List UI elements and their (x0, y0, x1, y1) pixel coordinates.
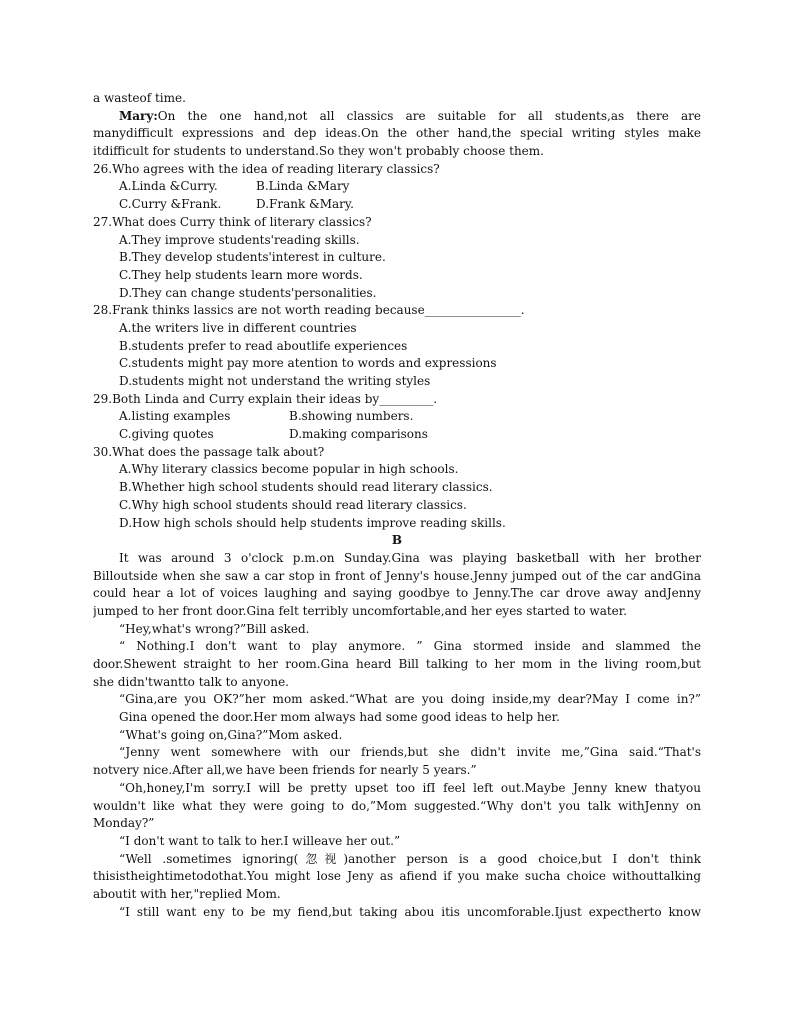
passage-line: wouldn't like what they were going to do,”Mom suggested.“Why don't you talk withJenny on (93, 798, 701, 813)
passage-line: “Gina,are you OK?”her mom asked.“What are you doing inside,my dear?May I come in?” (119, 692, 701, 707)
question-26-options-ab (93, 178, 701, 196)
option-b: B.Linda &Mary (256, 179, 350, 194)
option-a: A.listing examples (119, 409, 231, 424)
question-29-options-cd (93, 426, 701, 444)
question-28-stem: 28.Frank thinks lassics are not worth reading because________________. (93, 303, 525, 318)
option-b: B.They develop students'interest in culture. (119, 250, 386, 265)
option-a: A.the writers live in different countries (119, 320, 357, 335)
passage-line: she didn'twantto talk to anyone. (93, 674, 289, 689)
passage-line: thisistheightimetodothat.You might lose Jeny as afiend if you make sucha choice withouttalking (93, 869, 701, 884)
option-c: C.giving quotes (119, 427, 214, 442)
passage-line: jumped to her front door.Gina felt terribly uncomfortable,and her eyes started to water. (93, 603, 628, 618)
passage-line: “I still want eny to be my fiend,but taking abou itis uncomforable.Ijust expectherto know (119, 904, 701, 919)
option-c: C.students might pay more atention to words and expressions (119, 356, 497, 371)
passage-line: a wasteof time. (93, 91, 186, 105)
passage-line: Monday?” (93, 816, 155, 831)
option-a: A.Linda &Curry. (119, 179, 218, 194)
passage-line: notvery nice.After all,we have been friends for nearly 5 years.” (93, 763, 477, 778)
passage-line: Billoutside when she saw a car stop in front of Jenny's house.Jenny jumped out of the car andGina (93, 568, 701, 583)
option-a: A.They improve students'reading skills. (119, 232, 360, 247)
option-c: C.Curry &Frank. (119, 197, 222, 212)
option-d: D.making comparisons (289, 427, 428, 442)
passage-line: “Jenny went somewhere with our friends,but she didn't invite me,”Gina said.“That's (119, 745, 701, 760)
option-b: B.showing numbers. (289, 409, 414, 424)
passage-line: “Oh,honey,I'm sorry.I will be pretty upset too ifI feel left out.Maybe Jenny knew thatyou (119, 780, 701, 795)
question-26-stem: 26.Who agrees with the idea of reading literary classics? (93, 161, 440, 176)
option-c: C.Why high school students should read literary classics. (119, 497, 467, 512)
passage-line: “I don't want to talk to her.I willeave her out.” (119, 833, 401, 848)
passage-line: could hear a lot of voices laughing and saying goodbye to Jenny.The car drove away andJenny (93, 586, 701, 601)
passage-line: manydifficult expressions and dep ideas.On the other hand,the special writing styles make (93, 126, 701, 141)
option-a: A.Why literary classics become popular in high schools. (119, 462, 459, 477)
passage-line: aboutit with her,"replied Mom. (93, 886, 281, 901)
option-d: D.They can change students'personalities. (119, 285, 377, 300)
passage-line: door.Shewent straight to her room.Gina heard Bill talking to her mom in the living room,but (93, 657, 701, 671)
option-b: B.Whether high school students should read literary classics. (119, 480, 493, 495)
question-27-stem: 27.What does Curry think of literary classics? (93, 214, 372, 229)
option-d: D.Frank &Mary. (256, 197, 354, 212)
document-page (93, 90, 701, 921)
passage-text: On the one hand,not all classics are suitable for all students,as there are (157, 108, 701, 123)
option-c: C.They help students learn more words. (119, 267, 363, 282)
option-b: B.students prefer to read aboutlife experiences (119, 338, 408, 353)
question-26-options-cd (93, 196, 701, 214)
passage-line: Gina opened the door.Her mom always had some good ideas to help her. (119, 710, 560, 725)
option-d: D.How high schols should help students improve reading skills. (119, 515, 506, 530)
passage-line: “Well .sometimes ignoring(忽视)another person is a good choice,but I don't think (119, 851, 701, 866)
passage-line: itdifficult for students to understand.So they won't probably choose them. (93, 144, 544, 159)
section-heading: B (391, 533, 403, 548)
question-30-stem: 30.What does the passage talk about? (93, 444, 325, 459)
passage-line: It was around 3 o'clock p.m.on Sunday.Gina was playing basketball with her brother (119, 550, 701, 565)
question-29-stem: 29.Both Linda and Curry explain their ideas by_________. (93, 391, 438, 406)
question-29-options-ab (93, 408, 701, 426)
passage-line: “What's going on,Gina?”Mom asked. (119, 727, 343, 742)
passage-line: “ Nothing.I don't want to play anymore. ” Gina stormed inside and slammed the (119, 639, 701, 654)
passage-line: “Hey,what's wrong?”Bill asked. (119, 621, 310, 636)
speaker-name: Mary: (119, 108, 158, 123)
option-d: D.students might not understand the writing styles (119, 374, 431, 388)
mary-paragraph-line (93, 108, 701, 126)
